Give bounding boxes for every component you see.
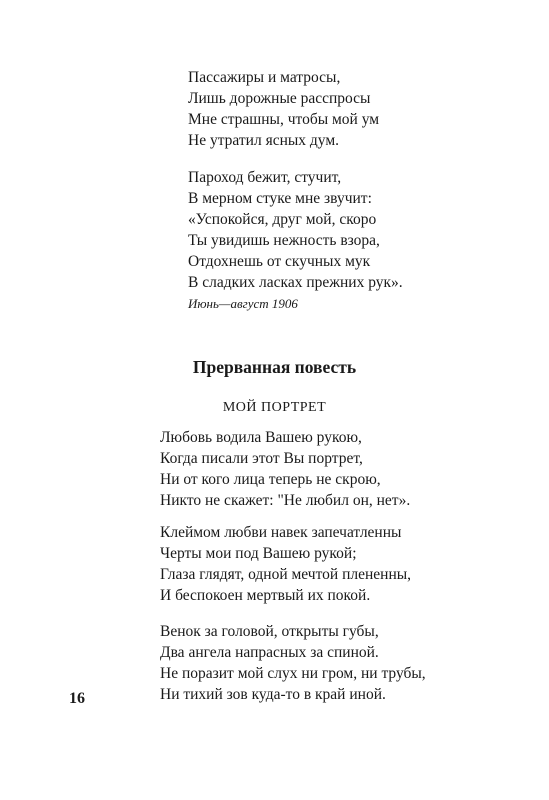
poem1-stanza-1 (188, 67, 379, 151)
poem2-stanza-2 (160, 522, 411, 606)
poem-line: Ни тихий зов куда-то в край иной. (160, 686, 386, 703)
poem-line: Глаза глядят, одной мечтой плененны, (160, 566, 412, 583)
poem-line: Никто не скажет: "Не любил он, нет». (160, 492, 411, 509)
poem-line: И беспокоен мертвый их покой. (160, 587, 371, 604)
poem-line: Клеймом любви навек запечатленны (160, 524, 402, 541)
poem-line: Лишь дорожные расспросы (188, 90, 371, 107)
poem2-stanza-3 (160, 621, 426, 705)
poem-line: Не утратил ясных дум. (188, 132, 340, 149)
poem-line: Ни от кого лица теперь не скрою, (160, 471, 381, 488)
poem-line: Отдохнешь от скучных мук (188, 253, 371, 270)
poem2-stanza-1 (160, 427, 410, 511)
poem-line: Мне страшны, чтобы мой ум (188, 111, 380, 128)
poem-line: «Успокойся, друг мой, скоро (188, 211, 377, 228)
poem1-stanza-2 (188, 167, 403, 293)
poem-line: Не поразит мой слух ни гром, ни трубы, (160, 665, 426, 682)
poem-line: Пароход бежит, стучит, (188, 169, 342, 186)
poem-line: В мерном стуке мне звучит: (188, 190, 372, 207)
section-title: Прерванная повесть (192, 357, 357, 377)
poem-line: Два ангела напрасных за спиной. (160, 644, 379, 661)
page-number: 16 (69, 690, 85, 707)
poem-title: МОЙ ПОРТРЕТ (222, 400, 327, 415)
poem-line: Ты увидишь нежность взора, (188, 232, 380, 249)
poem-line: Пассажиры и матросы, (188, 69, 341, 86)
poem-date: Июнь—август 1906 (188, 296, 298, 311)
poem-line: Любовь водила Вашею рукою, (160, 429, 362, 446)
poem-line: Когда писали этот Вы портрет, (160, 450, 363, 467)
poem-line: Черты мои под Вашею рукой; (160, 545, 357, 562)
poem-line: Венок за головой, открыты губы, (160, 623, 379, 640)
poem-line: В сладких ласках прежних рук». (188, 274, 403, 291)
